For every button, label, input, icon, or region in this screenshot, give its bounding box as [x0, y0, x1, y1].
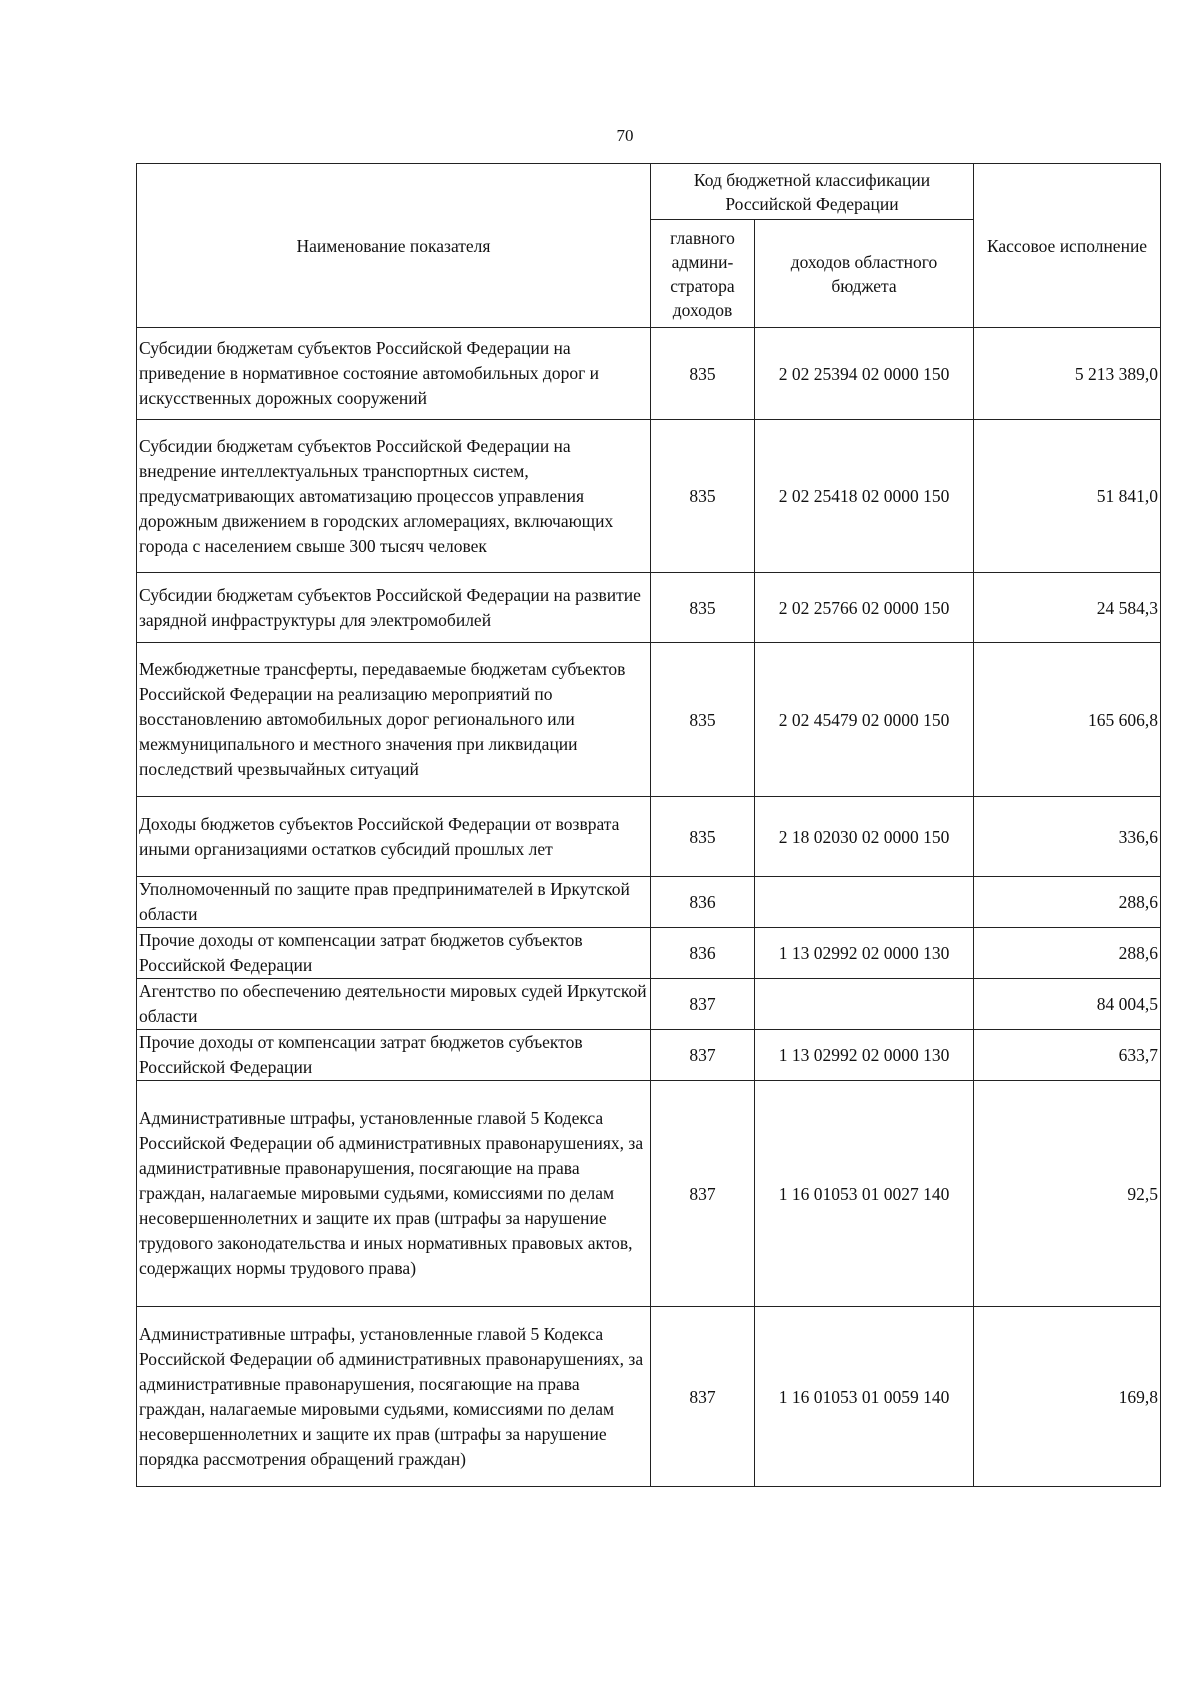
header-income-code: доходов областного бюджета	[755, 220, 974, 328]
row-amount: 288,6	[974, 928, 1161, 979]
row-name: Агентство по обеспечению деятельности мировых судей Иркутской области	[137, 979, 651, 1030]
table-row	[137, 1081, 1161, 1307]
row-amount: 633,7	[974, 1030, 1161, 1081]
row-name: Административные штрафы, установленные главой 5 Кодекса Российской Федерации об административных правонарушениях, за административные правонарушения, посягающие на права граждан, налагаемые мировыми судьями, комиссиями по делам несовершеннолетних и защите их прав (штрафы за нарушение трудового законодательства и иных нормативных правовых актов, содержащих нормы трудового права)	[137, 1081, 651, 1307]
row-amount: 5 213 389,0	[974, 328, 1161, 420]
table-row	[137, 1307, 1161, 1487]
row-admin-code: 835	[651, 643, 755, 797]
row-name: Субсидии бюджетам субъектов Российской Федерации на приведение в нормативное состояние автомобильных дорог и искусственных дорожных сооружений	[137, 328, 651, 420]
row-income-code: 2 02 25394 02 0000 150	[755, 328, 974, 420]
row-name: Доходы бюджетов субъектов Российской Федерации от возврата иными организациями остатков субсидий прошлых лет	[137, 797, 651, 877]
row-name: Межбюджетные трансферты, передаваемые бюджетам субъектов Российской Федерации на реализацию мероприятий по восстановлению автомобильных дорог регионального или межмуниципального и местного значения при ликвидации последствий чрезвычайных ситуаций	[137, 643, 651, 797]
row-name: Субсидии бюджетам субъектов Российской Федерации на развитие зарядной инфраструктуры для электромобилей	[137, 573, 651, 643]
row-income-code: 1 13 02992 02 0000 130	[755, 928, 974, 979]
row-admin-code: 835	[651, 573, 755, 643]
page-number: 70	[616, 126, 634, 145]
row-amount: 288,6	[974, 877, 1161, 928]
row-amount: 24 584,3	[974, 573, 1161, 643]
table-row	[137, 979, 1161, 1030]
row-amount: 165 606,8	[974, 643, 1161, 797]
row-income-code: 2 02 45479 02 0000 150	[755, 643, 974, 797]
row-income-code	[755, 979, 974, 1030]
row-admin-code: 836	[651, 928, 755, 979]
header-execution: Кассовое исполнение	[974, 164, 1161, 328]
row-income-code: 2 02 25766 02 0000 150	[755, 573, 974, 643]
row-amount: 84 004,5	[974, 979, 1161, 1030]
table-row	[137, 328, 1161, 420]
row-admin-code: 837	[651, 1030, 755, 1081]
row-admin-code: 837	[651, 1081, 755, 1307]
row-name: Уполномоченный по защите прав предпринимателей в Иркутской области	[137, 877, 651, 928]
row-admin-code: 835	[651, 328, 755, 420]
row-name: Прочие доходы от компенсации затрат бюджетов субъектов Российской Федерации	[137, 928, 651, 979]
row-income-code	[755, 877, 974, 928]
row-income-code: 2 18 02030 02 0000 150	[755, 797, 974, 877]
row-amount: 51 841,0	[974, 420, 1161, 573]
table-row	[137, 928, 1161, 979]
row-income-code: 1 16 01053 01 0027 140	[755, 1081, 974, 1307]
header-code-group: Код бюджетной классификации Российской Федерации	[651, 164, 974, 220]
header-name: Наименование показателя	[137, 164, 651, 328]
row-name: Прочие доходы от компенсации затрат бюджетов субъектов Российской Федерации	[137, 1030, 651, 1081]
table-row	[137, 797, 1161, 877]
table-row	[137, 420, 1161, 573]
row-admin-code: 837	[651, 979, 755, 1030]
row-name: Административные штрафы, установленные главой 5 Кодекса Российской Федерации об административных правонарушениях, за административные правонарушения, посягающие на права граждан, налагаемые мировыми судьями, комиссиями по делам несовершеннолетних и защите их прав (штрафы за нарушение порядка рассмотрения обращений граждан)	[137, 1307, 651, 1487]
row-admin-code: 835	[651, 420, 755, 573]
row-admin-code: 836	[651, 877, 755, 928]
row-admin-code: 837	[651, 1307, 755, 1487]
budget-table	[136, 163, 1161, 1487]
row-amount: 169,8	[974, 1307, 1161, 1487]
row-name: Субсидии бюджетам субъектов Российской Федерации на внедрение интеллектуальных транспортных систем, предусматривающих автоматизацию процессов управления дорожным движением в городских агломерациях, включающих города с населением свыше 300 тысяч человек	[137, 420, 651, 573]
header-row-top	[137, 164, 1161, 220]
row-income-code: 1 16 01053 01 0059 140	[755, 1307, 974, 1487]
row-income-code: 1 13 02992 02 0000 130	[755, 1030, 974, 1081]
row-income-code: 2 02 25418 02 0000 150	[755, 420, 974, 573]
table-body	[137, 328, 1161, 1487]
table-row	[137, 643, 1161, 797]
row-amount: 92,5	[974, 1081, 1161, 1307]
table-row	[137, 877, 1161, 928]
header-admin: главного админи-стратора доходов	[651, 220, 755, 328]
table-row	[137, 1030, 1161, 1081]
row-admin-code: 835	[651, 797, 755, 877]
row-amount: 336,6	[974, 797, 1161, 877]
table-row	[137, 573, 1161, 643]
